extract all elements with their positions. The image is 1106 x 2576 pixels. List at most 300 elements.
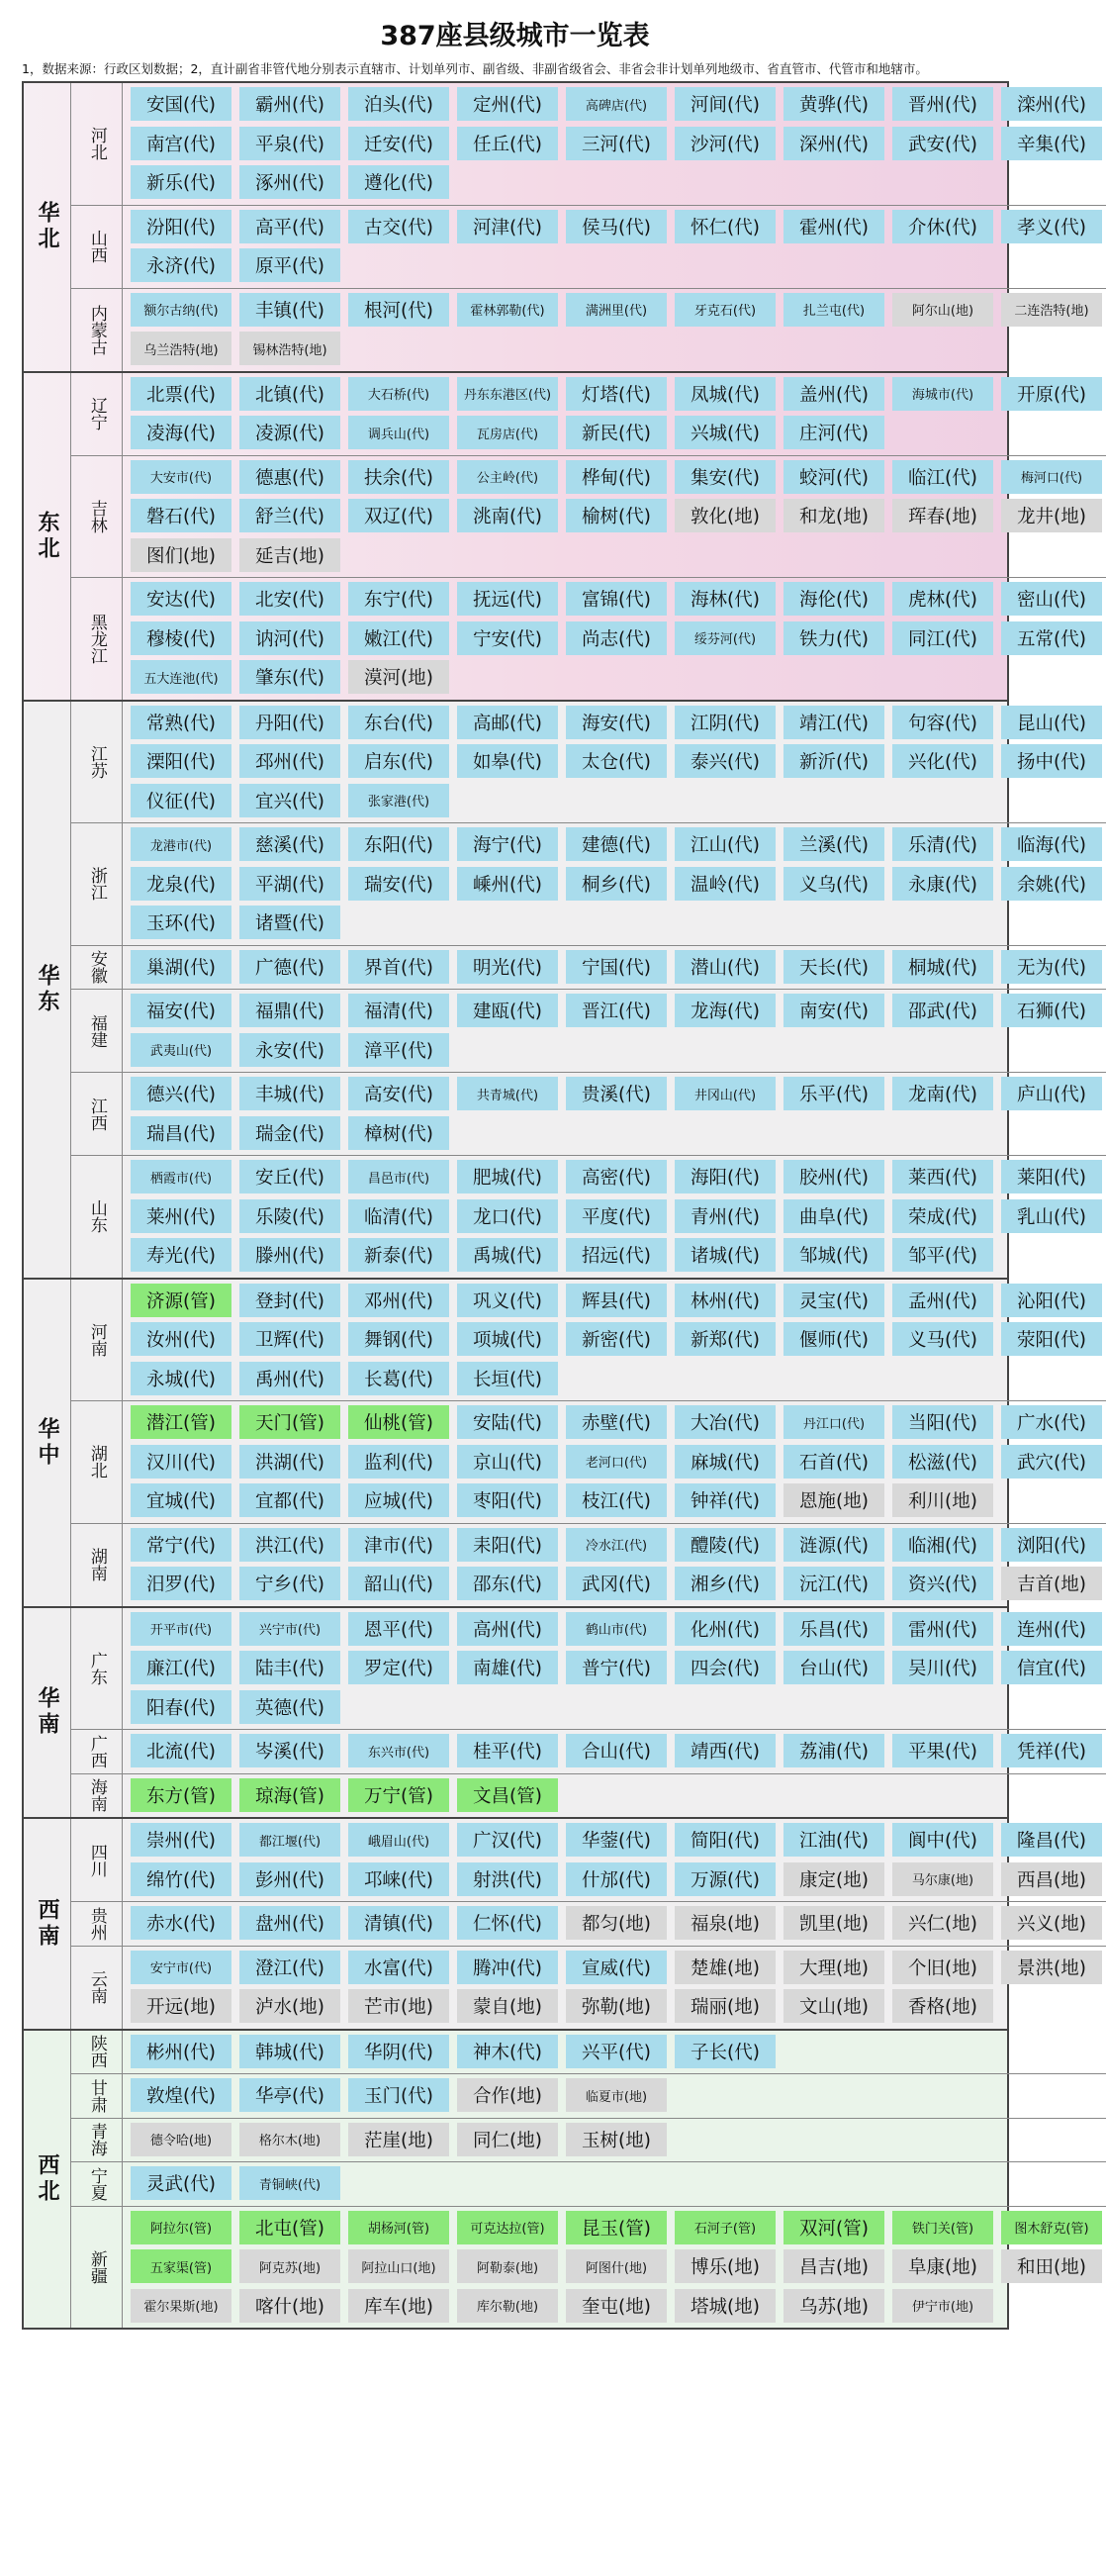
city-cell: 井冈山(代) xyxy=(675,1077,776,1110)
city-cell: 莱阳(代) xyxy=(1001,1160,1102,1193)
city-cell: 连州(代) xyxy=(1001,1612,1102,1646)
city-grid xyxy=(123,1401,1106,1523)
city-cell: 英德(代) xyxy=(239,1690,340,1724)
city-cell: 抚远(代) xyxy=(457,582,558,616)
city-cell: 兴平(代) xyxy=(566,2035,667,2068)
city-cell: 建德(代) xyxy=(566,827,667,861)
city-cell: 五常(代) xyxy=(1001,621,1102,655)
region-block xyxy=(24,83,1089,371)
city-cell: 调兵山(代) xyxy=(348,416,449,449)
city-cell: 洪湖(代) xyxy=(239,1445,340,1479)
city-cell: 晋州(代) xyxy=(892,87,993,121)
city-cell: 遵化(代) xyxy=(348,165,449,199)
city-cell: 华亭(代) xyxy=(239,2078,340,2112)
city-cell: 迁安(代) xyxy=(348,127,449,160)
city-cell: 都匀(地) xyxy=(566,1906,667,1940)
city-cell: 昌吉(地) xyxy=(783,2249,884,2283)
region-body xyxy=(71,2031,1106,2329)
city-cell: 新乐(代) xyxy=(131,165,231,199)
city-cell: 海伦(代) xyxy=(783,582,884,616)
city-cell: 沁阳(代) xyxy=(1001,1284,1102,1317)
city-cell: 五家渠(管) xyxy=(131,2249,231,2283)
city-cell: 阿尔山(地) xyxy=(892,293,993,327)
province-row xyxy=(71,577,1106,700)
city-cell: 高密(代) xyxy=(566,1160,667,1193)
city-cell: 清镇(代) xyxy=(348,1906,449,1940)
city-cell: 开原(代) xyxy=(1001,377,1102,411)
city-cell: 龙泉(代) xyxy=(131,867,231,901)
city-cell: 余姚(代) xyxy=(1001,867,1102,901)
city-cell: 阆中(代) xyxy=(892,1823,993,1857)
city-grid xyxy=(123,1524,1106,1606)
city-cell: 同江(代) xyxy=(892,621,993,655)
city-grid xyxy=(123,2162,1106,2206)
city-cell: 灯塔(代) xyxy=(566,377,667,411)
city-cell: 邓州(代) xyxy=(348,1284,449,1317)
city-cell: 玉环(代) xyxy=(131,906,231,939)
region-body xyxy=(71,1819,1106,2029)
city-cell: 邹平(代) xyxy=(892,1238,993,1272)
city-cell: 醴陵(代) xyxy=(675,1528,776,1562)
region-label: 东北 xyxy=(24,373,71,700)
city-cell: 崇州(代) xyxy=(131,1823,231,1857)
city-cell: 永济(代) xyxy=(131,248,231,282)
province-row xyxy=(71,1072,1106,1155)
city-cell: 慈溪(代) xyxy=(239,827,340,861)
city-cell: 罗定(代) xyxy=(348,1651,449,1684)
city-cell: 什邡(代) xyxy=(566,1862,667,1896)
city-cell: 永康(代) xyxy=(892,867,993,901)
city-cell: 丹东东港区(代) xyxy=(457,377,558,411)
city-cell: 诸暨(代) xyxy=(239,906,340,939)
city-cell: 扬中(代) xyxy=(1001,744,1102,778)
city-cell: 海安(代) xyxy=(566,706,667,739)
region-body xyxy=(71,373,1106,700)
city-cell: 韩城(代) xyxy=(239,2035,340,2068)
city-cell: 丰镇(代) xyxy=(239,293,340,327)
city-cell: 枣阳(代) xyxy=(457,1483,558,1517)
city-cell: 句容(代) xyxy=(892,706,993,739)
city-cell: 龙南(代) xyxy=(892,1077,993,1110)
city-cell: 丹江口(代) xyxy=(783,1405,884,1439)
province-label: 甘肃 xyxy=(71,2074,123,2118)
city-cell: 建瓯(代) xyxy=(457,994,558,1027)
city-cell: 射洪(代) xyxy=(457,1862,558,1896)
province-row xyxy=(71,83,1106,205)
city-cell: 任丘(代) xyxy=(457,127,558,160)
city-cell: 景洪(地) xyxy=(1001,1951,1102,1984)
city-cell: 香格(地) xyxy=(892,1989,993,2023)
city-cell: 临清(代) xyxy=(348,1199,449,1233)
city-cell: 新密(代) xyxy=(566,1322,667,1356)
city-cell: 文山(地) xyxy=(783,1989,884,2023)
province-label: 湖北 xyxy=(71,1401,123,1523)
city-cell: 湘乡(代) xyxy=(675,1567,776,1600)
city-cell: 原平(代) xyxy=(239,248,340,282)
city-cell: 贵溪(代) xyxy=(566,1077,667,1110)
province-row xyxy=(71,288,1106,371)
city-cell: 图们(地) xyxy=(131,538,231,572)
city-cell: 钟祥(代) xyxy=(675,1483,776,1517)
city-grid xyxy=(123,1819,1106,1901)
province-row xyxy=(71,1901,1106,1946)
city-cell: 康定(地) xyxy=(783,1862,884,1896)
city-cell: 玉门(代) xyxy=(348,2078,449,2112)
city-grid xyxy=(123,1774,1106,1818)
city-cell: 桐乡(代) xyxy=(566,867,667,901)
city-cell: 汉川(代) xyxy=(131,1445,231,1479)
region-body xyxy=(71,1280,1106,1606)
city-cell: 广德(代) xyxy=(239,950,340,984)
province-label: 吉林 xyxy=(71,456,123,578)
page-title: 387座县级城市一览表 xyxy=(380,21,650,51)
province-row xyxy=(71,2073,1106,2118)
city-cell: 兴宁市(代) xyxy=(239,1612,340,1646)
province-row xyxy=(71,2031,1106,2074)
city-cell: 莱州(代) xyxy=(131,1199,231,1233)
region-block xyxy=(24,1606,1086,1818)
city-cell: 莱西(代) xyxy=(892,1160,993,1193)
city-cell: 宜都(代) xyxy=(239,1483,340,1517)
city-cell: 乐昌(代) xyxy=(783,1612,884,1646)
city-cell: 瑞丽(地) xyxy=(675,1989,776,2023)
region-label: 华中 xyxy=(24,1280,71,1606)
city-cell: 江阴(代) xyxy=(675,706,776,739)
city-cell: 高平(代) xyxy=(239,210,340,243)
province-label: 黑龙江 xyxy=(71,578,123,700)
city-cell: 锡林浩特(地) xyxy=(239,332,340,365)
province-label: 福建 xyxy=(71,990,123,1072)
city-cell: 武夷山(代) xyxy=(131,1033,231,1067)
city-cell: 绥芬河(代) xyxy=(675,621,776,655)
province-label: 山东 xyxy=(71,1156,123,1278)
city-cell: 漠河(地) xyxy=(348,660,449,694)
city-cell: 茫崖(地) xyxy=(348,2123,449,2156)
city-cell: 凯里(地) xyxy=(783,1906,884,1940)
city-cell: 北屯(管) xyxy=(239,2211,340,2244)
city-cell: 博乐(地) xyxy=(675,2249,776,2283)
city-cell: 河津(代) xyxy=(457,210,558,243)
city-cell: 樟树(代) xyxy=(348,1116,449,1150)
city-cell: 宁国(代) xyxy=(566,950,667,984)
city-cell: 吉首(地) xyxy=(1001,1567,1102,1600)
city-cell: 邳州(代) xyxy=(239,744,340,778)
city-cell: 晋江(代) xyxy=(566,994,667,1027)
city-cell: 怀仁(代) xyxy=(675,210,776,243)
city-cell: 麻城(代) xyxy=(675,1445,776,1479)
city-cell: 德令哈(地) xyxy=(131,2123,231,2156)
region-label: 西北 xyxy=(24,2031,71,2329)
region-block xyxy=(24,700,1086,1278)
city-cell: 灵宝(代) xyxy=(783,1284,884,1317)
region-block xyxy=(24,2029,1089,2329)
city-cell: 弥勒(地) xyxy=(566,1989,667,2023)
province-label: 广西 xyxy=(71,1730,123,1773)
city-cell: 涿州(代) xyxy=(239,165,340,199)
city-cell: 德惠(代) xyxy=(239,460,340,494)
city-cell: 禹州(代) xyxy=(239,1362,340,1395)
city-cell: 开平市(代) xyxy=(131,1612,231,1646)
city-cell: 武冈(代) xyxy=(566,1567,667,1600)
province-row xyxy=(71,822,1106,945)
city-cell: 邛崃(代) xyxy=(348,1862,449,1896)
city-cell: 霍尔果斯(地) xyxy=(131,2289,231,2323)
city-cell: 温岭(代) xyxy=(675,867,776,901)
city-cell: 荣成(代) xyxy=(892,1199,993,1233)
city-cell: 大理(地) xyxy=(783,1951,884,1984)
city-cell: 资兴(代) xyxy=(892,1567,993,1600)
city-cell: 临江(代) xyxy=(892,460,993,494)
province-label: 湖南 xyxy=(71,1524,123,1606)
city-cell: 集安(代) xyxy=(675,460,776,494)
city-cell: 乐陵(代) xyxy=(239,1199,340,1233)
city-cell: 石河子(管) xyxy=(675,2211,776,2244)
city-grid xyxy=(123,2031,1106,2074)
city-cell: 丰城(代) xyxy=(239,1077,340,1110)
city-cell: 库车(地) xyxy=(348,2289,449,2323)
city-cell: 永安(代) xyxy=(239,1033,340,1067)
city-cell: 邹城(代) xyxy=(783,1238,884,1272)
city-cell: 霍州(代) xyxy=(783,210,884,243)
city-cell: 林州(代) xyxy=(675,1284,776,1317)
city-cell: 平果(代) xyxy=(892,1734,993,1767)
city-cell: 华蓥(代) xyxy=(566,1823,667,1857)
city-cell: 登封(代) xyxy=(239,1284,340,1317)
city-cell: 恩施(地) xyxy=(783,1483,884,1517)
city-cell: 蒙自(地) xyxy=(457,1989,558,2023)
city-cell: 胶州(代) xyxy=(783,1160,884,1193)
city-cell: 南宫(代) xyxy=(131,127,231,160)
province-row xyxy=(71,1819,1106,1901)
city-cell: 长葛(代) xyxy=(348,1362,449,1395)
city-cell: 新沂(代) xyxy=(783,744,884,778)
province-row xyxy=(71,989,1106,1072)
city-cell: 永城(代) xyxy=(131,1362,231,1395)
city-cell: 福泉(地) xyxy=(675,1906,776,1940)
city-cell: 南安(代) xyxy=(783,994,884,1027)
city-cell: 双辽(代) xyxy=(348,499,449,532)
city-cell: 子长(代) xyxy=(675,2035,776,2068)
city-cell: 仙桃(管) xyxy=(348,1405,449,1439)
city-cell: 恩平(代) xyxy=(348,1612,449,1646)
province-label: 新疆 xyxy=(71,2207,123,2329)
city-cell: 武安(代) xyxy=(892,127,993,160)
city-cell: 阿拉尔(管) xyxy=(131,2211,231,2244)
city-cell: 华阴(代) xyxy=(348,2035,449,2068)
city-cell: 卫辉(代) xyxy=(239,1322,340,1356)
city-cell: 天门(管) xyxy=(239,1405,340,1439)
city-cell: 密山(代) xyxy=(1001,582,1102,616)
city-cell: 平度(代) xyxy=(566,1199,667,1233)
city-cell: 凌海(代) xyxy=(131,416,231,449)
city-cell: 浏阳(代) xyxy=(1001,1528,1102,1562)
city-cell: 扎兰屯(代) xyxy=(783,293,884,327)
city-cell: 靖西(代) xyxy=(675,1734,776,1767)
city-cell: 漳平(代) xyxy=(348,1033,449,1067)
city-cell: 绵竹(代) xyxy=(131,1862,231,1896)
city-cell: 安宁市(代) xyxy=(131,1951,231,1984)
city-cell: 溧阳(代) xyxy=(131,744,231,778)
city-cell: 盖州(代) xyxy=(783,377,884,411)
city-cell: 龙港市(代) xyxy=(131,827,231,861)
city-cell: 肥城(代) xyxy=(457,1160,558,1193)
city-cell: 无为(代) xyxy=(1001,950,1102,984)
city-cell: 临海(代) xyxy=(1001,827,1102,861)
city-cell: 肇东(代) xyxy=(239,660,340,694)
city-cell: 偃师(代) xyxy=(783,1322,884,1356)
city-cell: 隆昌(代) xyxy=(1001,1823,1102,1857)
city-cell: 蛟河(代) xyxy=(783,460,884,494)
city-cell: 双河(管) xyxy=(783,2211,884,2244)
city-grid xyxy=(123,1902,1106,1946)
province-row xyxy=(71,373,1106,455)
city-cell: 启东(代) xyxy=(348,744,449,778)
city-cell: 敦化(地) xyxy=(675,499,776,532)
city-cell: 虎林(代) xyxy=(892,582,993,616)
province-row xyxy=(71,1773,1106,1818)
city-cell: 穆棱(代) xyxy=(131,621,231,655)
province-label: 江西 xyxy=(71,1073,123,1155)
province-row xyxy=(71,1280,1106,1401)
city-cell: 彭州(代) xyxy=(239,1862,340,1896)
city-cell: 腾冲(代) xyxy=(457,1951,558,1984)
city-cell: 沅江(代) xyxy=(783,1567,884,1600)
province-label: 广东 xyxy=(71,1608,123,1730)
city-cell: 青州(代) xyxy=(675,1199,776,1233)
city-cell: 石首(代) xyxy=(783,1445,884,1479)
city-cell: 耒阳(代) xyxy=(457,1528,558,1562)
province-row xyxy=(71,1523,1106,1606)
city-cell: 阜康(地) xyxy=(892,2249,993,2283)
city-cell: 高碑店(代) xyxy=(566,87,667,121)
city-cell: 敦煌(代) xyxy=(131,2078,231,2112)
city-cell: 松滋(代) xyxy=(892,1445,993,1479)
city-cell: 石狮(代) xyxy=(1001,994,1102,1027)
city-cell: 安国(代) xyxy=(131,87,231,121)
province-row xyxy=(71,1400,1106,1523)
city-grid xyxy=(123,1073,1106,1155)
region-label: 华北 xyxy=(24,83,71,371)
city-cell: 塔城(地) xyxy=(675,2289,776,2323)
city-cell: 当阳(代) xyxy=(892,1405,993,1439)
city-cell: 栖霞市(代) xyxy=(131,1160,231,1193)
city-cell: 张家港(代) xyxy=(348,784,449,817)
city-cell: 延吉(地) xyxy=(239,538,340,572)
city-cell: 凌源(代) xyxy=(239,416,340,449)
city-cell: 吴川(代) xyxy=(892,1651,993,1684)
city-cell: 韶山(代) xyxy=(348,1567,449,1600)
city-cell: 神木(代) xyxy=(457,2035,558,2068)
city-cell: 滕州(代) xyxy=(239,1238,340,1272)
city-cell: 峨眉山(代) xyxy=(348,1823,449,1857)
city-cell: 安陆(代) xyxy=(457,1405,558,1439)
city-cell: 昆山(代) xyxy=(1001,706,1102,739)
city-cell: 喀什(地) xyxy=(239,2289,340,2323)
city-cell: 仪征(代) xyxy=(131,784,231,817)
city-cell: 仁怀(代) xyxy=(457,1906,558,1940)
city-grid xyxy=(123,702,1106,823)
city-cell: 富锦(代) xyxy=(566,582,667,616)
city-cell: 都江堰(代) xyxy=(239,1823,340,1857)
city-cell: 北票(代) xyxy=(131,377,231,411)
city-cell: 奎屯(地) xyxy=(566,2289,667,2323)
city-cell: 邵武(代) xyxy=(892,994,993,1027)
city-cell: 鹤山市(代) xyxy=(566,1612,667,1646)
city-cell: 铁力(代) xyxy=(783,621,884,655)
city-cell: 大石桥(代) xyxy=(348,377,449,411)
city-cell: 玉树(地) xyxy=(566,2123,667,2156)
city-cell: 荥阳(代) xyxy=(1001,1322,1102,1356)
city-cell: 台山(代) xyxy=(783,1651,884,1684)
city-cell: 五大连池(代) xyxy=(131,660,231,694)
city-cell: 义乌(代) xyxy=(783,867,884,901)
province-label: 四川 xyxy=(71,1819,123,1901)
city-cell: 京山(代) xyxy=(457,1445,558,1479)
city-grid xyxy=(123,946,1106,990)
city-cell: 巢湖(代) xyxy=(131,950,231,984)
city-cell: 汾阳(代) xyxy=(131,210,231,243)
province-label: 内蒙古 xyxy=(71,289,123,371)
city-cell: 盘州(代) xyxy=(239,1906,340,1940)
city-cell: 嫩江(代) xyxy=(348,621,449,655)
region-block xyxy=(24,371,1086,700)
city-cell: 灵武(代) xyxy=(131,2166,231,2200)
city-grid xyxy=(123,2207,1106,2329)
city-cell: 尚志(代) xyxy=(566,621,667,655)
city-cell: 开远(地) xyxy=(131,1989,231,2023)
city-cell: 胡杨河(管) xyxy=(348,2211,449,2244)
city-cell: 高州(代) xyxy=(457,1612,558,1646)
province-row xyxy=(71,1608,1106,1730)
province-label: 云南 xyxy=(71,1947,123,2029)
city-cell: 辛集(代) xyxy=(1001,127,1102,160)
province-row xyxy=(71,205,1106,288)
city-cell: 文昌(管) xyxy=(457,1778,558,1812)
city-grid xyxy=(123,289,1106,371)
province-row xyxy=(71,2161,1106,2206)
city-cell: 可克达拉(管) xyxy=(457,2211,558,2244)
city-cell: 霍林郭勒(代) xyxy=(457,293,558,327)
city-cell: 庄河(代) xyxy=(783,416,884,449)
city-cell: 桂平(代) xyxy=(457,1734,558,1767)
city-grid xyxy=(123,1280,1106,1401)
city-cell: 津市(代) xyxy=(348,1528,449,1562)
city-cell: 江山(代) xyxy=(675,827,776,861)
city-grid xyxy=(123,83,1106,205)
city-cell: 同仁(地) xyxy=(457,2123,558,2156)
city-grid xyxy=(123,2074,1106,2118)
city-cell: 兰溪(代) xyxy=(783,827,884,861)
city-cell: 武穴(代) xyxy=(1001,1445,1102,1479)
city-cell: 格尔木(地) xyxy=(239,2123,340,2156)
city-cell: 招远(代) xyxy=(566,1238,667,1272)
city-cell: 邵东(代) xyxy=(457,1567,558,1600)
city-cell: 长垣(代) xyxy=(457,1362,558,1395)
city-cell: 合作(地) xyxy=(457,2078,558,2112)
city-cell: 辉县(代) xyxy=(566,1284,667,1317)
city-cell: 简阳(代) xyxy=(675,1823,776,1857)
city-cell: 库尔勒(地) xyxy=(457,2289,558,2323)
province-row xyxy=(71,2118,1106,2162)
city-cell: 监利(代) xyxy=(348,1445,449,1479)
city-cell: 侯马(代) xyxy=(566,210,667,243)
city-cell: 福清(代) xyxy=(348,994,449,1027)
city-cell: 马尔康(地) xyxy=(892,1862,993,1896)
city-cell: 阿图什(地) xyxy=(566,2249,667,2283)
city-cell: 高邮(代) xyxy=(457,706,558,739)
city-grid xyxy=(123,456,1106,578)
city-cell: 沙河(代) xyxy=(675,127,776,160)
